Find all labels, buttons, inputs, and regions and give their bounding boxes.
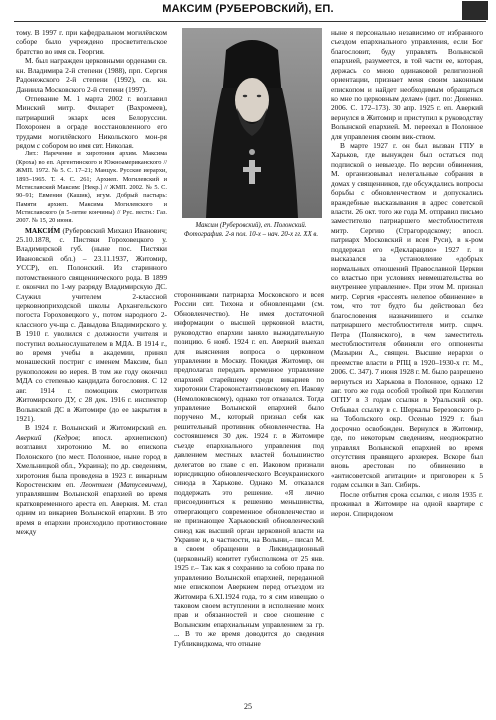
paragraph: В марте 1927 г. он был вызван ГПУ в Харьков, где вынужден был остаться под подпиской о невыезде. По версии обвинения, М. организовывал нелегальные собрания в домах у священников, где обсуждались вопросы борьбы с обновленчеством и допускались враждебные высказывания в адрес советской власти. 26 окт. того же года М. отправил письмо заместителю патриаршего местоблюстителя митр. Сергию (Страгородскому; впосл. патриарх Московский и всея Руси), в к-ром поддержал его «Декларацию» 1927 г. и высказался за установление «добрых нормальных отношений Православной Церкви со властью при условиях невмешательства во внутреннее управление». При этом М. признал митр. Сергия «рассеять нелепое обвинение» в том, что тот будто бы действовал без благословения назначившего и ссылке патриаршего местоблюстителя митр. сщмч. Петра (Полянского), в чем заместитель местоблюстителя обвиняли его оппоненты (Мазырин А., священ. Высшие иерархи о преемстве власти в РПЦ в 1920–1930-х гг. М., 2006. С. 347). 7 июня 1928 г. М. было разрешено вернуться из Харькова в Полонное, однако 12 авг. того же года особой тройкой при Коллегии ОГПУ в 3 годам ссылки в Уральский окр. Отбывал ссылку в с. Шеркалы Березовского р-на Тобольского окр. Осенью 1929 г. был досрочно освобожден. Вернулся в Житомир, где, по некоторым сведениям, неоднократно управлял Волынской епархией во время отсутствия правящего архиерея. Вскоре был вновь арестован по обвинению в «антисоветской агитации» и приговорен к 5 годам ссылки в Зап. Сибирь. — [331, 141, 483, 490]
entry-text: (Руберовский Михаил Иванович; 25.10.1878, с. Пистяки Гороховецкого у. Владимирской губ. (ныне пос. Пистяки Ивановской обл.) – 23.11.1937, Житомир, УССР), еп. Полонский. Из старинного потомственного священнического рода. В 1899 г. окончил по 1-му разряду Владимирскую ДС. Служил учителем 2-классной церковноприходской школы Архангельского погоста Гороховецкого у., потом народного 2-классного уч-ща с. Давыдова Владимирского у. В 1910 г. уволился с должности учителя и поступил вольнослушателем в МДА. В 1914 г., во время учебы в академии, принял монашеский постриг с именем Максим, был рукоположен во иерея. В том же году окончил МДА со степенью кандидата богословия. С 12 авг. 1914 г. помощник смотрителя Житомирского ДУ, с 28 дек. 1916 г. инспектор Волынской ДС в Житомире (до ее закрытия в 1921). — [16, 225, 167, 424]
text-run: , управлявшим Волынской епархией во время кратковременного ареста еп. Аверкия. М. стал одним из викариев Волынской епархии. В это время в епархии происходило противостояние между — [16, 479, 167, 537]
column-left — [16, 28, 167, 537]
paragraph: М. был награжден церковными орденами св. кн. Владимира 2-й степени (1988), прп. Сергия Радонежского 2-й степени (1992), св. кн. Даниила Московского 2-й степени (1997). — [16, 56, 167, 94]
column-middle — [174, 290, 324, 648]
text-run: ; впосл. архиепископ) возглавил хиротонию М. во епископа Полонского (по мест. Полонное, ныне город в Хмельницкой обл., Украина); по др. сведениям, хиротония была проведена в 1923 г. викарным Коростенским еп. — [16, 432, 167, 489]
photo-caption: Максим (Руберовский), еп. Полонский. Фотография. 2-я пол. 10-х – нач. 20-х гг. XX в. — [183, 222, 319, 238]
paragraph: сторонниками патриарха Московского и всея России свт. Тихона и обновленцами (см. Обновленчество). Не имея достаточной информации о высшей церковной власти, руководство епархии заняло выжидательную позицию. 6 нояб. 1924 г. еп. Аверкий выехал для выяснения вопроса о церковном управлении в Москву. Покидая Житомир, он предполагал передать временное управление епархией старейшему среди викариев по хиротонии Староконстантиновскому еп. Иакову (Немолоковскому), однако тот отказался. Тогда управление Волынской епархией было поручено М., который признал себя как решительный противник обновленчества. На состоявшемся 30 дек. 1924 г. в Житомире съезде епархиального управления под давлением местных властей большинство делегатов во главе с еп. Иаковом признали юрисдикцию обновленческого Всеукраинского синода в Харькове. Однако М. отказался поддержать это решение. «Я лично присоединиться к решению меньшинства, отвергающего современное обновленчество и не признающее Харьковский обновленческий синод как высший орган церковной власти на Украине и, в частности, на Волыни,– писал М. в своем обращении в Ликвидационный (церковный) комитет губисполкома от 25 янв. 1925 г.– Так как я сохранию за собою права по управлению Волынской епархией, переданной мне епископом Аверкием перед отъездом из Житомира 6.XI.1924 года, то я сим извещаю о таковом своем вступлении в исполнение моих прав и обязанностей и свое сношение с Волынским епархиальным управлением за гр. ... В то же время доводится до сведения Губликвидкома, что отныне — [174, 290, 324, 648]
header-title: МАКСИМ (РУБЕРОВСКИЙ), ЕП. — [162, 3, 334, 15]
text-run: В 1924 г. Волынский и Житомирский — [25, 423, 159, 433]
paragraph — [16, 423, 167, 536]
header-rule — [14, 21, 486, 22]
text-run-italic: Леонтием (Матусевичем) — [80, 479, 166, 489]
entry-headword: МАКСИ́М — [25, 225, 61, 235]
column-right — [331, 28, 483, 518]
paragraph: ныне я персонально независимо от избранного съездом епархиального управления, если Бог благословит, буду управлять Волынской епархией, разумеется, в той части ее, которая, держась со мною одинаковой религиозной ориентации, признает меня своим законным епископом и найдет необходимым обращаться ко мне по церковным делам» (цит. по: Доненко. 2006. С. 172–173). 30 апр. 1925 г. еп. Аверкий вернулся в Житомир и приступил к руководству Волынской епархией. М. переехал в Полонное для управления своим вик-ством. — [331, 28, 483, 141]
portrait-image — [182, 28, 322, 218]
header-black-tab — [462, 1, 488, 20]
portrait-photo — [182, 28, 322, 218]
paragraph: После отбытия срока ссылки, с июля 1935 г. проживал в Житомире на одной квартире с иерон. Спиридоном — [331, 489, 483, 518]
paragraph: тому. В 1997 г. при кафедральном могилёвском соборе было учреждено просветительское братство во имя св. Георгия. — [16, 28, 167, 56]
paragraph: Отпевание М. 1 марта 2002 г. возглавил Минский митр. Филарет (Вахромеев), патриарший экзарх всея Белоруссии. Похоронен в ограде восстановленного его трудами могилёвского Никольского мон-ря рядом с собором во имя свт. Николая. — [16, 93, 167, 151]
literature-note: Лит.: Наречение и хиротония архим. Максима (Кроха) во еп. Аргентинского и Южноамериканского // ЖМП. 1972. № 5. С. 17–21; Манцук. Русские иерархи, 1893–1965. Т. 4. С. 261; Архиеп. Могилевский и Мстиславский Максим: [Некр.] // ЖМП. 2002. № 5. С. 90–91; Евмения (Кашик), игум. Добрый пастырь: Памяти архиеп. Максима Могилевского и Мстиславского (в 5-летие кончины) // Рус. вестн.: Газ. 2007. № 15, 20 июня. — [16, 150, 167, 225]
entry-paragraph — [16, 226, 167, 424]
text-run-italic: еп. Аверкий (Кедров — [16, 423, 167, 442]
page-number: 25 — [244, 702, 252, 711]
running-header — [0, 0, 496, 22]
